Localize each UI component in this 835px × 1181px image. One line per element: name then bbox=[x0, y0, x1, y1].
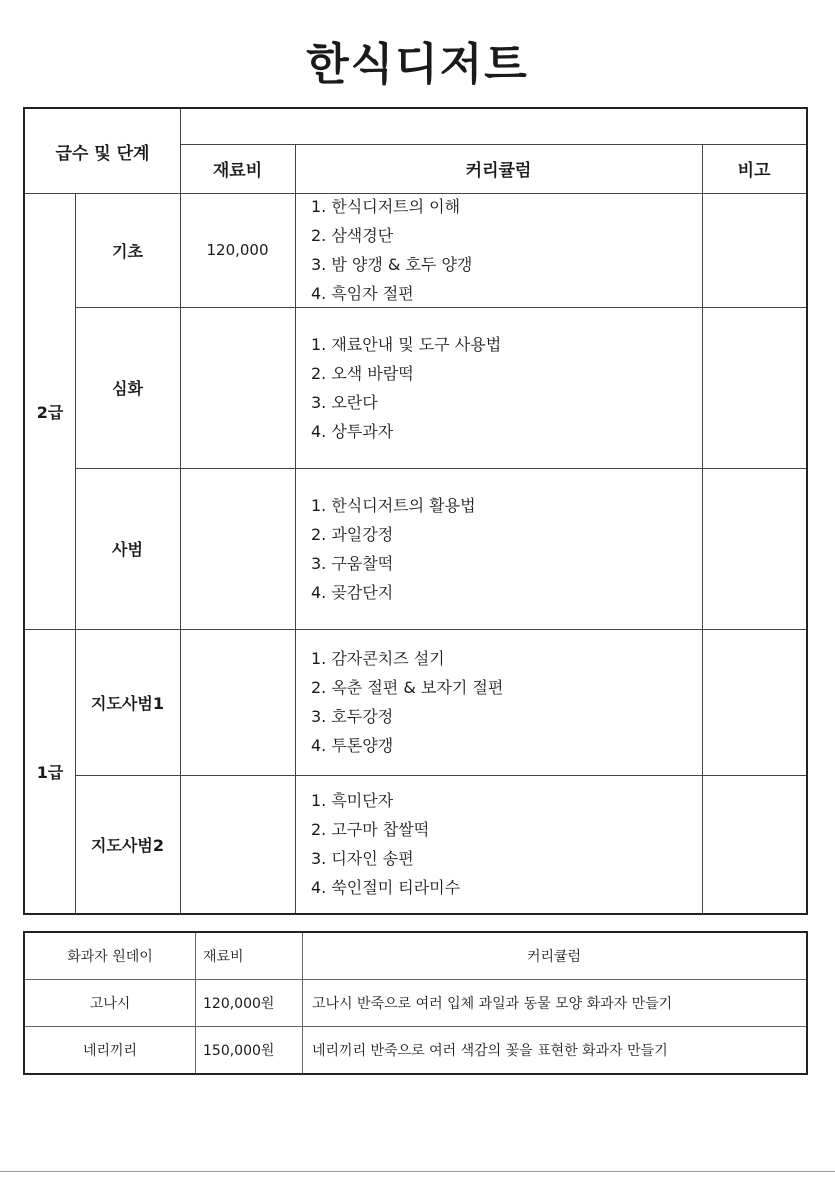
oneday-desc-nerikiri: 네리끼리 반죽으로 여러 색감의 꽃을 표현한 화과자 만들기 bbox=[312, 1042, 668, 1059]
curriculum-item: 1. 한식디저트의 활용법 bbox=[311, 495, 476, 515]
stage-advanced: 심화 bbox=[112, 379, 143, 398]
oneday-fee-nerikiri: 150,000원 bbox=[203, 1042, 275, 1059]
oneday-header-fee: 재료비 bbox=[203, 949, 244, 965]
curriculum-item: 3. 구움찰떡 bbox=[311, 553, 394, 573]
header-curriculum: 커리큘럼 bbox=[465, 161, 532, 181]
oneday-table bbox=[23, 931, 808, 1075]
curriculum-item: 1. 재료안내 및 도구 사용법 bbox=[311, 334, 502, 354]
level-2: 2급 bbox=[36, 402, 64, 422]
curriculum-instructor bbox=[295, 468, 702, 629]
header-note: 비고 bbox=[737, 161, 771, 181]
curriculum-advanced bbox=[295, 307, 702, 468]
fee-basic: 120,000 bbox=[206, 241, 269, 259]
curriculum-table bbox=[23, 107, 808, 915]
curriculum-item: 2. 삼색경단 bbox=[311, 226, 394, 245]
oneday-header-name: 화과자 원데이 bbox=[67, 949, 153, 965]
level-1: 1급 bbox=[36, 762, 64, 782]
stage-instructor: 사범 bbox=[112, 540, 143, 559]
curriculum-item: 2. 옥춘 절편 & 보자기 절편 bbox=[311, 678, 504, 697]
oneday-header-curriculum: 커리큘럼 bbox=[526, 949, 582, 965]
curriculum-item: 4. 투톤양갱 bbox=[311, 736, 394, 755]
curriculum-item: 3. 밤 양갱 & 호두 양갱 bbox=[311, 255, 473, 274]
curriculum-item: 3. 디자인 송편 bbox=[311, 849, 414, 868]
oneday-desc-gonashi: 고나시 반죽으로 여러 입체 과일과 동물 모양 화과자 만들기 bbox=[312, 995, 673, 1012]
curriculum-item: 1. 한식디저트의 이해 bbox=[311, 197, 461, 216]
oneday-name-nerikiri: 네리끼리 bbox=[82, 1042, 138, 1059]
header-level-stage: 급수 및 단계 bbox=[55, 143, 150, 164]
stage-master-instructor-1: 지도사범1 bbox=[91, 693, 164, 713]
curriculum-item: 2. 고구마 찹쌀떡 bbox=[311, 820, 430, 839]
curriculum-basic bbox=[295, 193, 702, 307]
oneday-fee-gonashi: 120,000원 bbox=[203, 995, 275, 1012]
curriculum-item: 3. 오란다 bbox=[311, 392, 378, 412]
stage-basic: 기초 bbox=[112, 241, 143, 261]
curriculum-item: 4. 곶감단지 bbox=[311, 582, 394, 602]
curriculum-master-instructor-2 bbox=[295, 775, 702, 913]
curriculum-item: 3. 호두강정 bbox=[311, 707, 394, 726]
page-title: 한식디저트 bbox=[306, 39, 529, 90]
curriculum-item: 2. 과일강정 bbox=[311, 524, 394, 544]
page-bottom-rule bbox=[0, 1171, 835, 1172]
curriculum-master-instructor-1 bbox=[295, 629, 702, 775]
stage-master-instructor-2: 지도사범2 bbox=[91, 835, 164, 855]
oneday-name-gonashi: 고나시 bbox=[89, 995, 131, 1012]
header-fee: 재료비 bbox=[212, 161, 263, 181]
curriculum-item: 1. 흑미단자 bbox=[311, 791, 394, 810]
curriculum-item: 4. 상투과자 bbox=[311, 421, 394, 441]
curriculum-item: 2. 오색 바람떡 bbox=[311, 363, 414, 383]
curriculum-item: 4. 흑임자 절편 bbox=[311, 284, 414, 303]
curriculum-item: 1. 감자콘치즈 설기 bbox=[311, 649, 445, 668]
curriculum-item: 4. 쑥인절미 티라미수 bbox=[311, 878, 461, 897]
